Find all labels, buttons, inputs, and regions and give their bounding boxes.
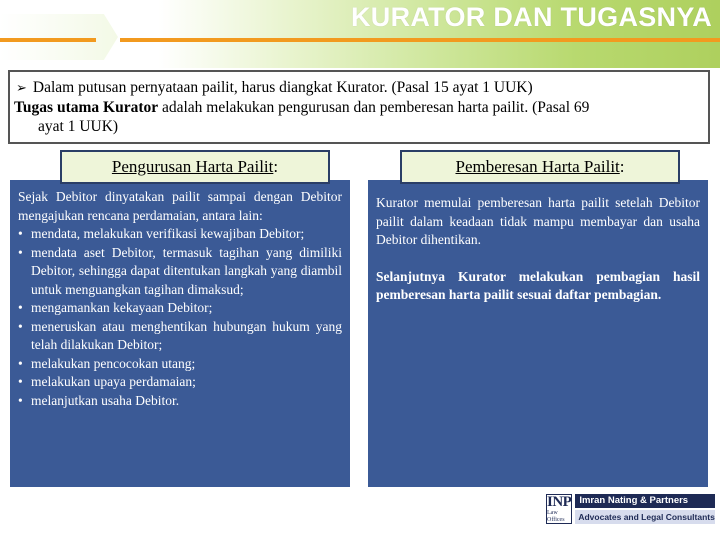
list-item: • mendata aset Debitor, termasuk tagihan yang dimiliki Debitor, sehingga dapat ditentukan langkah yang diambil untuk menguangkan tagihan dimaksud; (18, 244, 342, 300)
intro-bold-phrase: Tugas utama Kurator (14, 99, 159, 116)
list-item: • melanjutkan usaha Debitor. (18, 392, 342, 411)
inp-logo-mark (546, 494, 572, 524)
pengurusan-panel (10, 180, 350, 487)
list-item: • mendata, melakukan verifikasi kewajiban Debitor; (18, 225, 342, 244)
intro-line-1 (14, 78, 700, 98)
list-item: • melakukan pencocokan utang; (18, 355, 342, 374)
firm-logo (546, 494, 714, 526)
arrow-bullet-icon: ➢ (16, 81, 27, 96)
list-item: • meneruskan atau menghentikan hubungan hukum yang telah dilakukan Debitor; (18, 318, 342, 355)
title-arrow-shape (0, 14, 118, 60)
logo-text-block (575, 494, 715, 526)
pengurusan-header (60, 150, 330, 184)
pemberesan-panel (368, 180, 708, 487)
firm-name: Imran Nating & Partners (575, 494, 715, 508)
slide-title: KURATOR DAN TUGASNYA (350, 2, 712, 32)
pemberesan-paragraph-1: Kurator memulai pemberesan harta pailit setelah Debitor pailit dalam keadaan tidak mampu membayar dan usaha Debitor dihentikan. (376, 195, 700, 247)
logo-mark-text: INP (547, 493, 572, 510)
pengurusan-intro: Sejak Debitor dinyatakan pailit sampai dengan Debitor mengajukan rencana perdamaian, antara lain: (18, 189, 342, 223)
firm-tagline: Advocates and Legal Consultants (575, 510, 715, 524)
list-item: • melakukan upaya perdamaian; (18, 373, 342, 392)
list-item: • mengamankan kekayaan Debitor; (18, 299, 342, 318)
pemberesan-header (400, 150, 680, 184)
pemberesan-paragraph-2: Selanjutnya Kurator melakukan pembagian hasil pemberesan harta pailit sesuai daftar pembagian. (376, 268, 700, 302)
pemberesan-header-text: Pemberesan Harta Pailit (455, 157, 620, 176)
title-accent-line-left (0, 38, 96, 42)
pengurusan-header-colon: : (273, 157, 279, 176)
pengurusan-list (18, 225, 342, 410)
intro-text-1: Dalam putusan pernyataan pailit, harus diangkat Kurator. (Pasal 15 ayat 1 UUK) (32, 79, 533, 96)
intro-line-2 (14, 98, 700, 117)
pengurusan-header-text: Pengurusan Harta Pailit (111, 157, 274, 176)
intro-box (8, 70, 710, 144)
intro-line-3: ayat 1 UUK) (38, 118, 119, 135)
title-accent-line (120, 38, 720, 42)
pemberesan-header-colon: : (619, 157, 625, 176)
logo-mark-subtext: Law Offices (547, 509, 565, 523)
intro-text-2: adalah melakukan pengurusan dan pemberesan harta pailit. (Pasal 69 (158, 99, 590, 116)
